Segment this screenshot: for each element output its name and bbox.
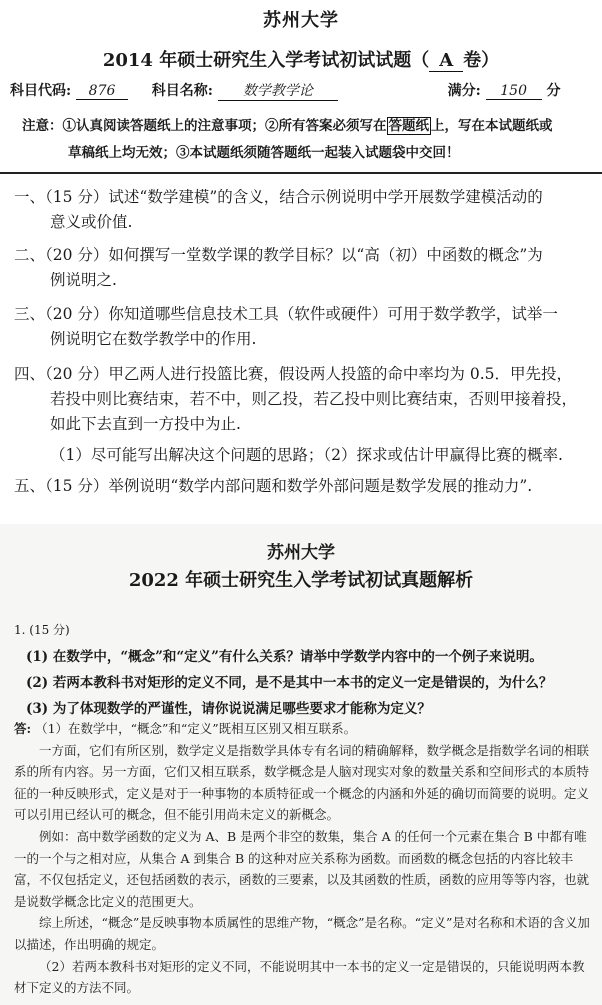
- question-3: 三、（20 分）你知道哪些信息技术工具（软件或硬件）可用于数学教学，试举一 例说明它在数学教学中的作用.: [14, 305, 558, 348]
- full-score-unit: 分: [546, 83, 561, 99]
- question-5: 五、（15 分）举例说明“数学内部问题和数学外部问题是数学发展的推动力”.: [14, 477, 533, 495]
- notice-line-2: 草稿纸上均无效；③本试题纸须随答题纸一起装入试题袋中交回！: [68, 145, 460, 161]
- full-score-label: 满分:: [447, 83, 481, 99]
- analysis-subquestion-2: (2) 若两本教科书对矩形的定义不同，是不是其中一本书的定义一定是错误的，为什么？: [26, 675, 553, 691]
- exam-title-suffix: 卷）: [463, 50, 500, 71]
- notice-line-1: 注意：①认真阅读答题纸上的注意事项；②所有答案必须写在 答题纸 上，写在本试题纸或: [22, 118, 553, 134]
- question-2: 二、（20 分）如何撰写一堂数学课的教学目标？以“高（初）中函数的概念”为 例说明之.: [14, 246, 543, 289]
- exam-meta-row: [10, 80, 590, 101]
- answer-paragraph-2: 例如：高中数学函数的定义为 A、B 是两个非空的数集，集合 A 的任何一个元素在集合 B 中都有唯一的一个与之相对应，从集合 A 到集合 B 的这种对应关系称为函数。而函数的概念包括的内容比较丰富，不仅包括定义，还包括函数的表示，函数的三要素，以及其函数的性质，函数的应用等等内容，也就是说数学概念比定义的范围更大。: [14, 828, 590, 909]
- answer-paragraph-1: 一方面，它们有所区别，数学定义是指数学具体专有名词的精确解释，数学概念是指数学名词的相联系的所有内容。另一方面，它们又相互联系，数学概念是人脑对现实对象的数量关系和空间形式的本质特征的一种反映形式，定义是对于一种事物的本质特征或一个概念的内涵和外延的确切而简要的说明。定义可以引用已经认可的概念，但不能引用尚未定义的新概念。: [14, 742, 590, 823]
- analysis-university-title: 苏州大学: [267, 543, 335, 563]
- analysis-subquestion-3: (3) 为了体现数学的严谨性，请你说说满足哪些要求才能称为定义？: [26, 701, 431, 717]
- answer-label: 答:: [14, 721, 32, 736]
- header-divider: [0, 172, 602, 174]
- analysis-subquestion-1: (1) 在数学中，“概念”和“定义”有什么关系？请举中学数学内容中的一个例子来说明。: [26, 649, 543, 665]
- answer-first-line: 答: （1）在数学中，“概念”和“定义”既相互区别又相互联系。: [14, 721, 357, 736]
- exam-version: A: [429, 50, 463, 72]
- university-title: 苏州大学: [263, 10, 339, 31]
- subject-name-label: 科目名称:: [151, 83, 213, 99]
- subject-code: 876: [76, 83, 128, 100]
- exam-title: [0, 46, 602, 72]
- answer-body: [14, 718, 596, 999]
- subject-name: 数学教学论: [218, 80, 338, 101]
- answer-paragraph-4: （2）若两本教科书对矩形的定义不同，不能说明其中一本书的定义一定是错误的，只能说明两本教材下定义的方法不同。: [14, 958, 585, 996]
- analysis-title: 2022 年硕士研究生入学考试初试真题解析: [128, 570, 474, 591]
- exam-title-prefix: 2014 年硕士研究生入学考试初试试题（: [102, 50, 430, 71]
- subject-code-label: 科目代码:: [10, 83, 72, 99]
- full-score: 150: [486, 83, 542, 100]
- question-4: 四、（20 分）甲乙两人进行投篮比赛，假设两人投篮的命中率均为 0.5．甲先投， 若投中则比赛结束，若不中，则乙投，若乙投中则比赛结束，否则甲接着投， 如此下去直到一方投中为止. （1）尽可能写出解决这个问题的思路；（2）探求或估计甲赢得比赛的概率.: [14, 365, 578, 464]
- answer-paragraph-3: 综上所述，“概念”是反映事物本质属性的思维产物，“概念”是名称。“定义”是对名称和术语的含义加以描述，作出明确的规定。: [14, 915, 590, 952]
- sheet-gap: [0, 510, 602, 524]
- exam-notice: [22, 113, 592, 167]
- analysis-question-number: 1. (15 分): [14, 623, 70, 637]
- question-1: 一、（15 分）试述“数学建模”的含义，结合示例说明中学开展数学建模活动的 意义或价值.: [14, 188, 543, 231]
- answer-sheet-highlight: 答题纸: [388, 118, 429, 134]
